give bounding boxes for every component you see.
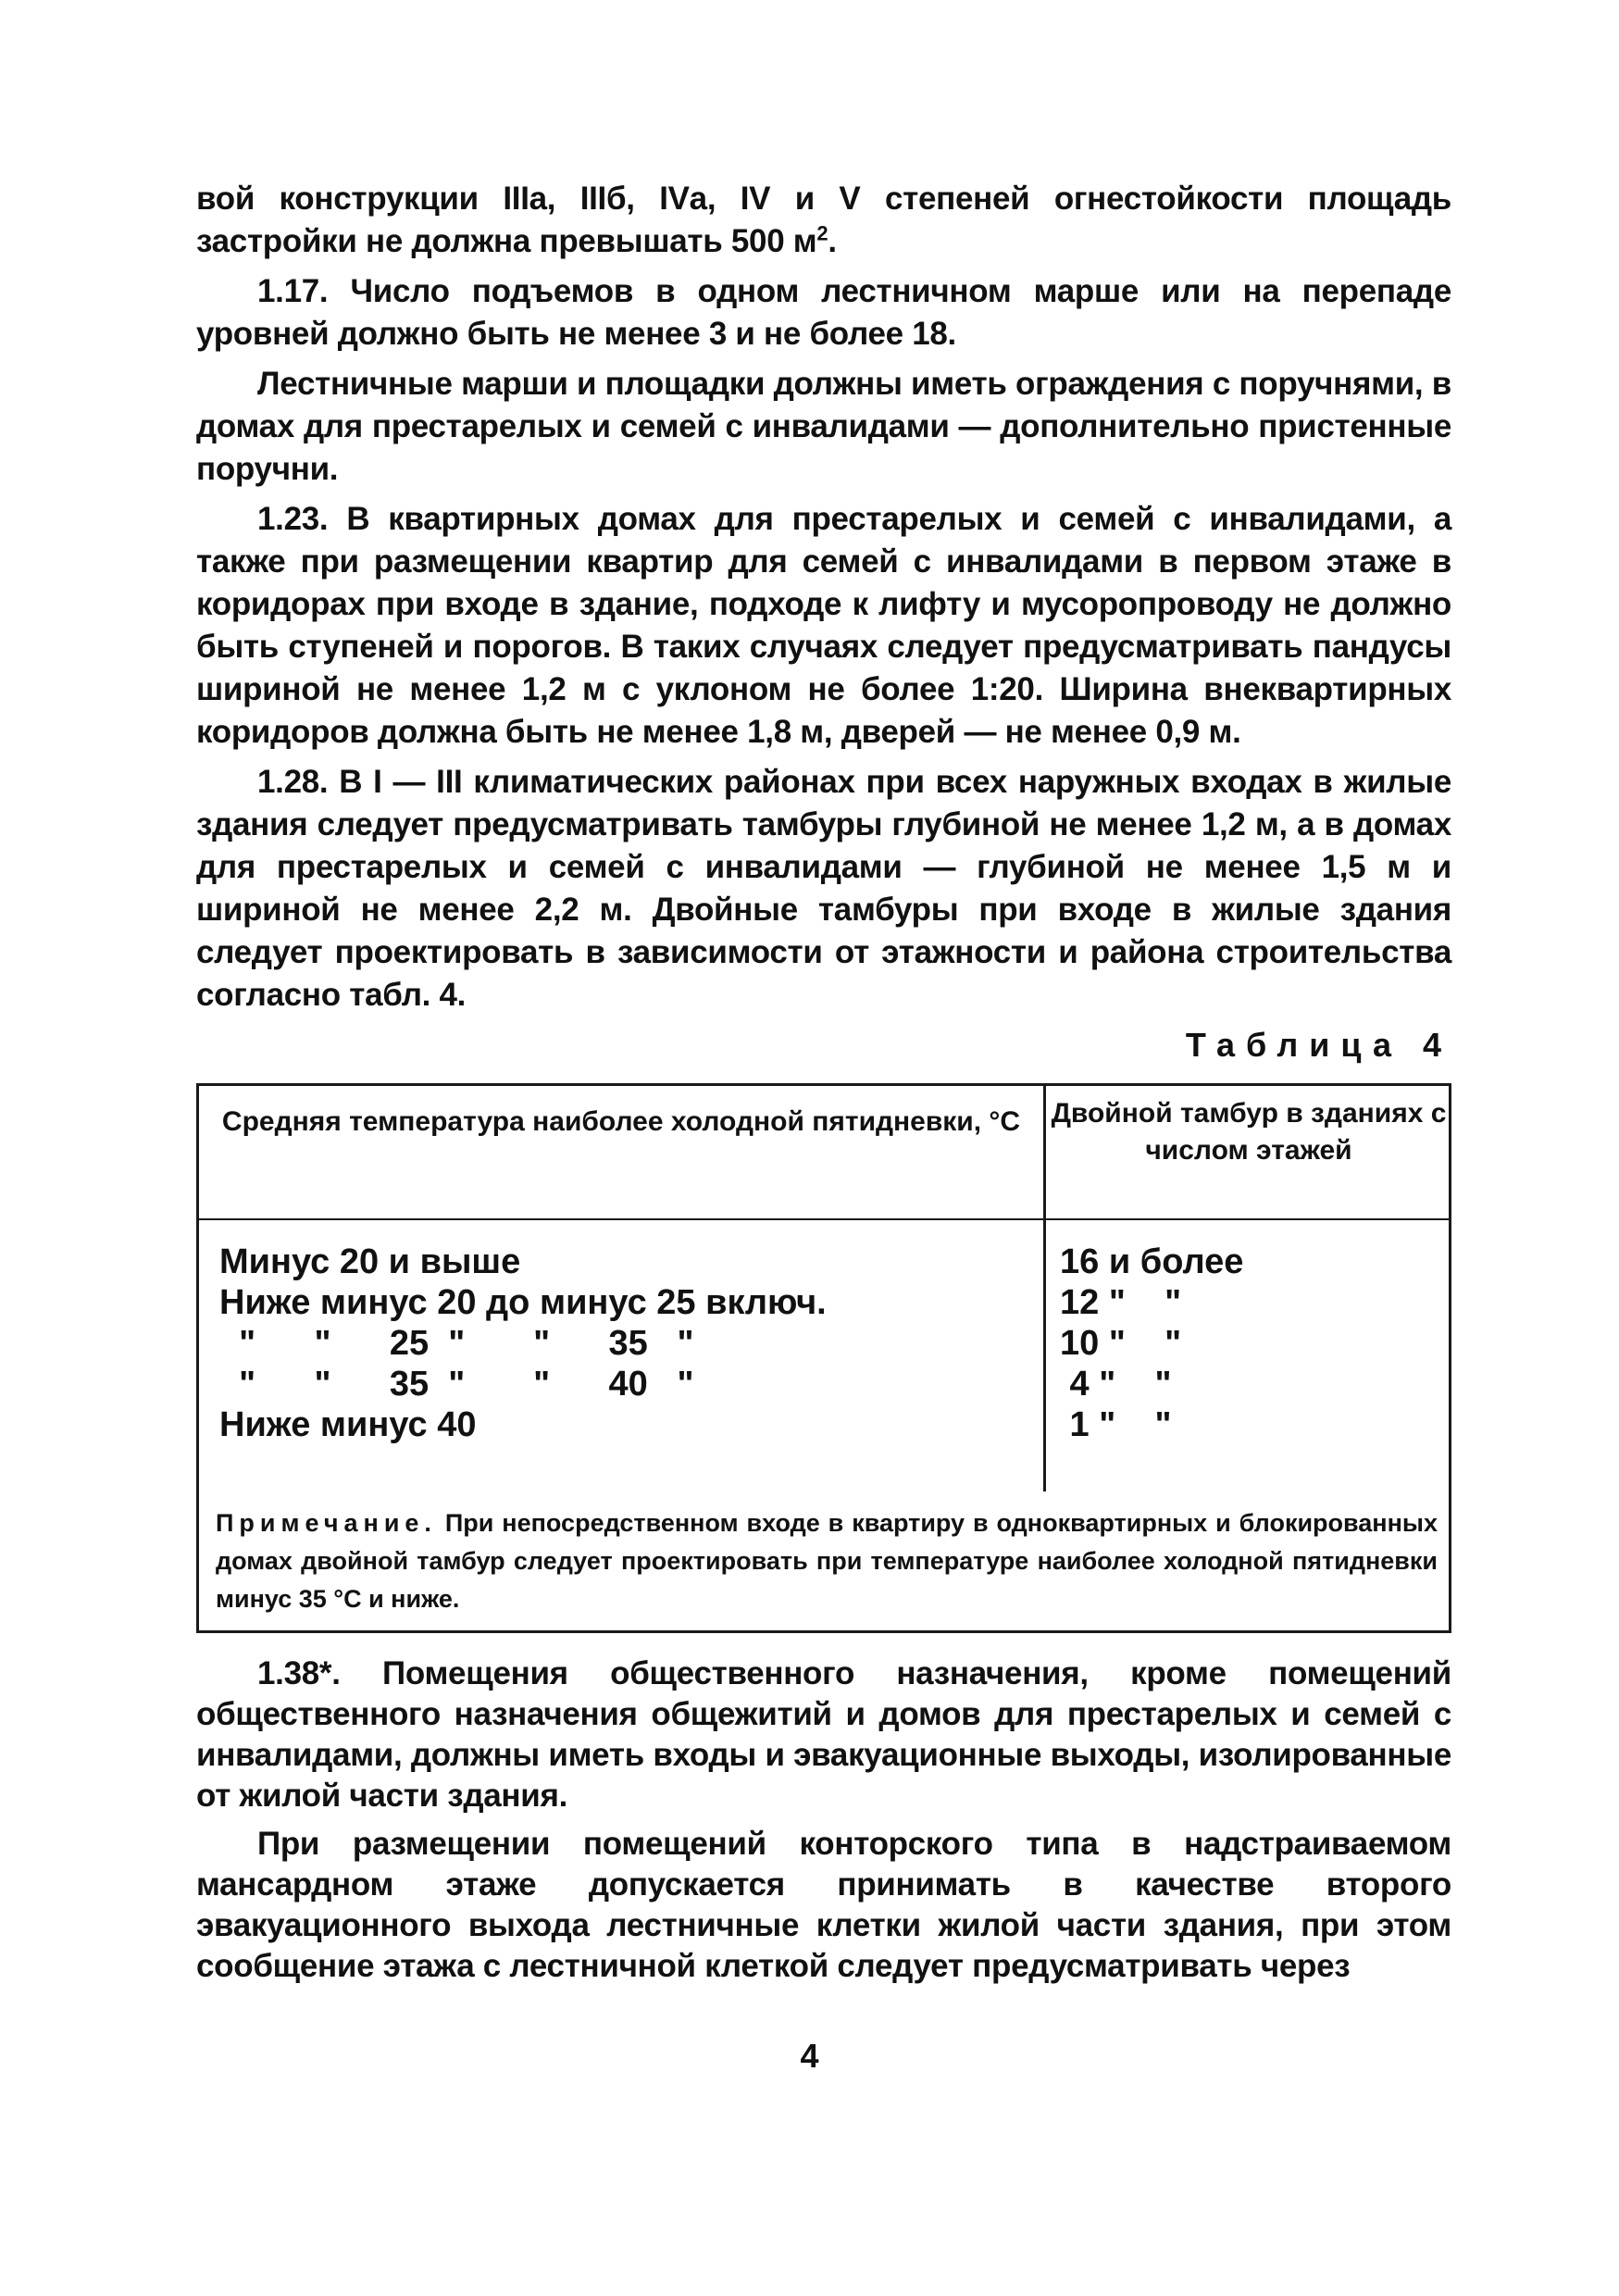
- paragraph-text: Помещения общественного назначения, кроме помещений общественного назначения общежитий и домов для престарелых и семей с инвалидами, должны иметь входы и эвакуационные выходы, изолированные от жилой части здания.: [196, 1655, 1451, 1814]
- table-cell-temperature: Ниже минус 20 до минус 25 включ.: [219, 1283, 827, 1322]
- table-cell-temperature: Ниже минус 40: [219, 1405, 477, 1444]
- paragraph-text: В квартирных домах для престарелых и семей с инвалидами, а также при размещении квартир для семей с инвалидами в первом этаже в коридорах при входе в здание, подходе к лифту и мусоропроводу не должно быть ступеней и порогов. В таких случаях следует предусматривать пандусы шириной не менее 1,2 м с уклоном не более 1:20. Ширина внеквартирных коридоров должна быть не менее 1,8 м, дверей — не менее 0,9 м.: [196, 501, 1451, 750]
- table-note: [216, 1504, 1438, 1618]
- paragraph-office-premises: [196, 1824, 1451, 1987]
- body-text-top: [196, 178, 1451, 1024]
- clause-1-23: [196, 498, 1451, 754]
- table-cell-floors: 12 " ": [1060, 1283, 1182, 1322]
- clause-number: 1.28.: [257, 764, 329, 800]
- table-cell-temperature: Минус 20 и выше: [219, 1242, 521, 1281]
- clause-number: 1.38*.: [257, 1655, 341, 1691]
- table-cell-floors: 16 и более: [1060, 1242, 1244, 1281]
- clause-1-28: [196, 761, 1451, 1017]
- note-title: Примечание.: [216, 1509, 437, 1537]
- paragraph-continuation: [196, 178, 1451, 263]
- table-4: [196, 1083, 1451, 1633]
- table-header-divider: [199, 1218, 1449, 1220]
- table-cell-temperature: " " 25 " " 35 ": [219, 1324, 694, 1363]
- paragraph-tail: .: [828, 223, 837, 259]
- paragraph-text: Число подъемов в одном лестничном марше или на перепаде уровней должно быть не менее 3 и не более 18.: [196, 273, 1451, 352]
- table-header-double-vestibule: Двойной тамбур в зданиях с числом этажей: [1051, 1098, 1447, 1166]
- note-text: При непосредственном входе в квартиру в одноквартирных и блокированных домах двойной тамбур следует проектировать при температуре наиболее холодной пятидневки минус 35 °С и ниже.: [216, 1509, 1438, 1613]
- table-cell-floors: 4 " ": [1060, 1365, 1172, 1404]
- paragraph-text: При размещении помещений конторского типа в надстраиваемом мансардном этаже допускается принимать в качестве второго эвакуационного выхода лестничные клетки жилой части здания, при этом сообщение этажа с лестничной клеткой следует предусматривать через: [196, 1826, 1451, 1984]
- body-text-bottom: [196, 1653, 1451, 1994]
- table-cell-floors: 10 " ": [1060, 1324, 1182, 1363]
- clause-1-17: [196, 270, 1451, 356]
- paragraph-text: Лестничные марши и площадки должны иметь ограждения с поручнями, в домах для престарелых и семей с инвалидами — дополнительно пристенные поручни.: [196, 366, 1451, 487]
- table-header-temperature: Средняя температура наиболее холодной пятидневки, °С: [221, 1106, 1021, 1137]
- table-column-divider: [1043, 1086, 1046, 1491]
- paragraph-railings: [196, 363, 1451, 491]
- table-cell-temperature: " " 35 " " 40 ": [219, 1365, 694, 1404]
- page-number: 4: [800, 2037, 819, 2075]
- paragraph-text: вой конструкции IIIа, IIIб, IVа, IV и V степеней огнестойкости площадь застройки не должна превышать 500 м: [196, 181, 1451, 259]
- paragraph-text: В I — III климатических районах при всех наружных входах в жилые здания следует предусматривать тамбуры глубиной не менее 1,2 м, а в домах для престарелых и семей с инвалидами — глубиной не менее 1,5 м и шириной не менее 2,2 м. Двойные тамбуры при входе в жилые здания следует проектировать в зависимости от этажности и района строительства согласно табл. 4.: [196, 764, 1451, 1013]
- clause-number: 1.23.: [257, 501, 329, 537]
- table-caption: Таблица 4: [1185, 1026, 1452, 1064]
- clause-number: 1.17.: [257, 273, 329, 309]
- clause-1-38: [196, 1653, 1451, 1816]
- superscript: 2: [816, 221, 828, 245]
- table-cell-floors: 1 " ": [1060, 1405, 1172, 1444]
